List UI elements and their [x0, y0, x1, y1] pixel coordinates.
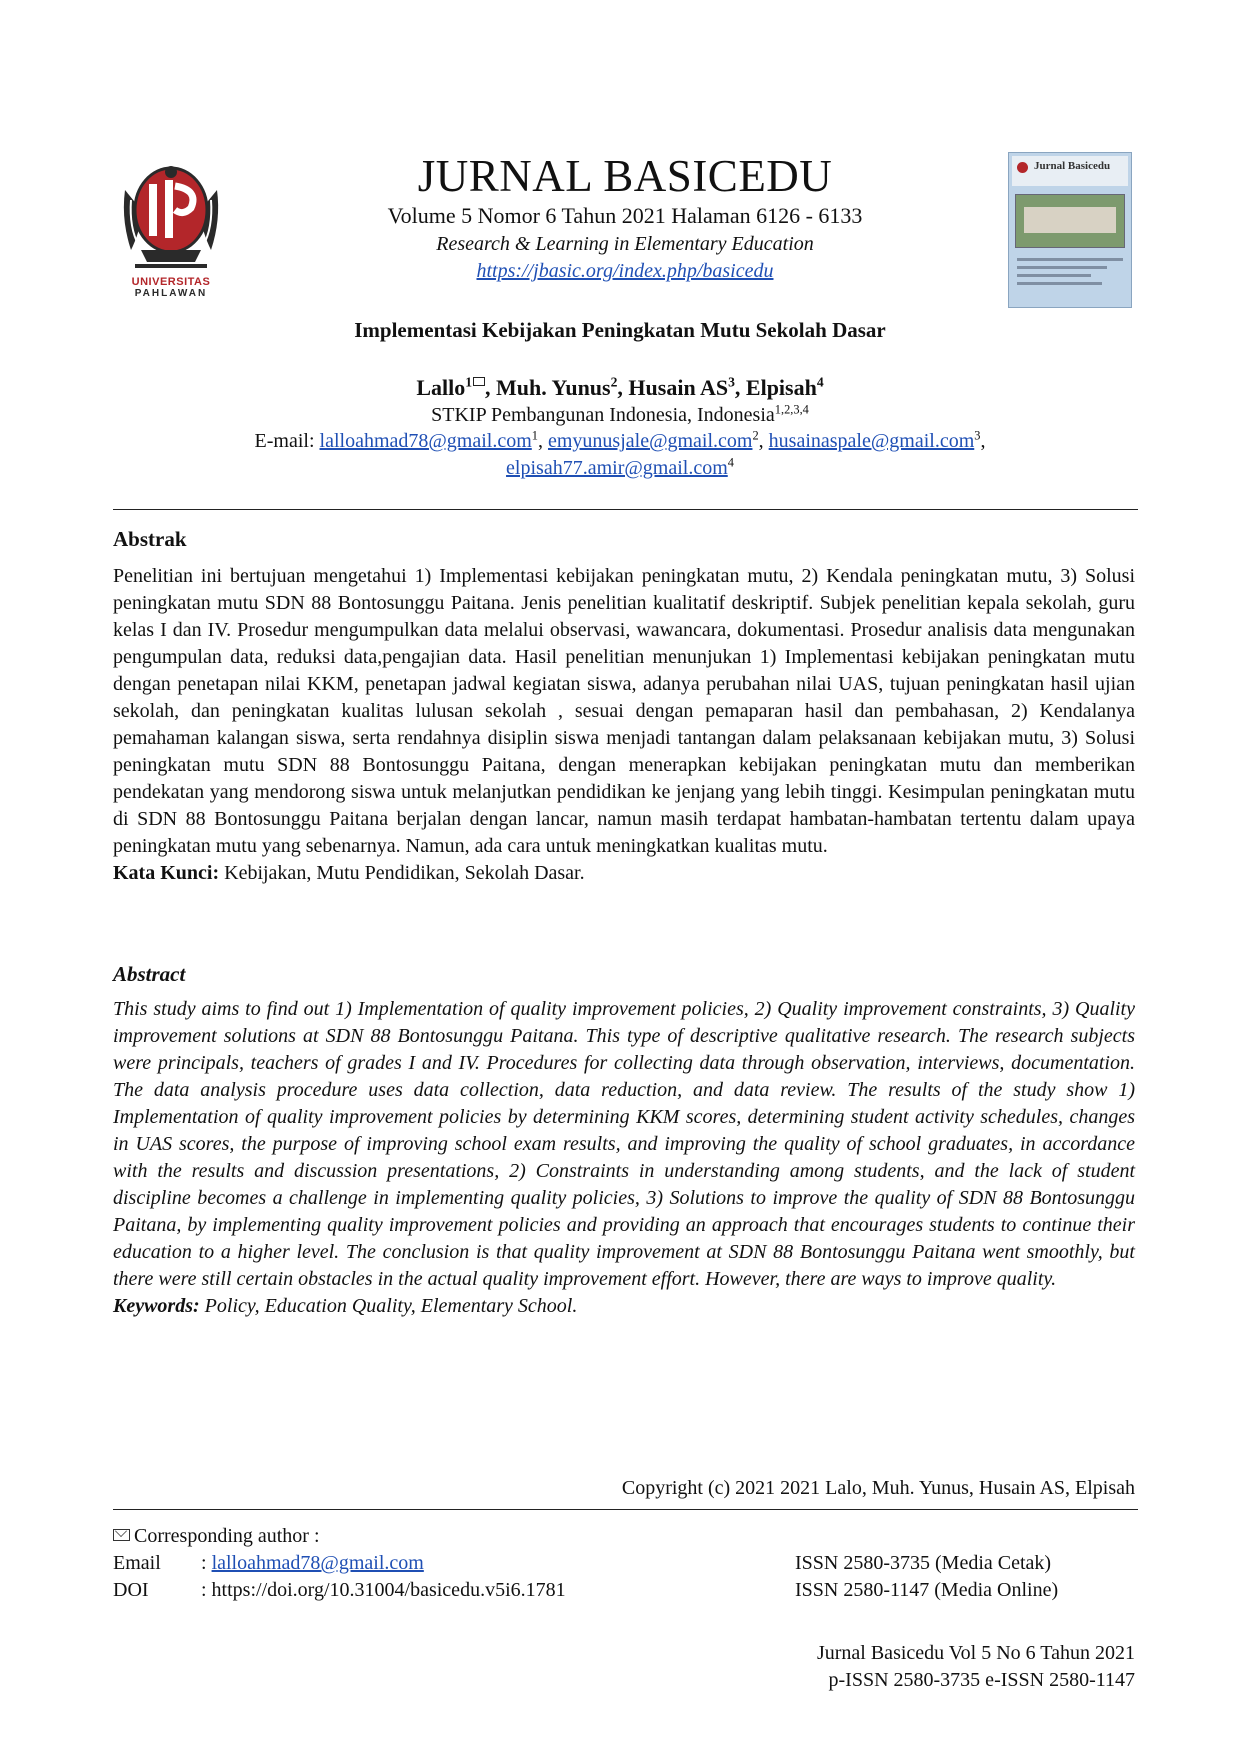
divider	[113, 509, 1138, 510]
journal-header	[330, 150, 920, 284]
keywords-text: Kebijakan, Mutu Pendidikan, Sekolah Dasar.	[224, 862, 585, 884]
issn-online: ISSN 2580-1147 (Media Online)	[795, 1579, 1059, 1601]
abstrak-keywords	[113, 860, 1135, 887]
issn-footer-line: p-ISSN 2580-3735 e-ISSN 2580-1147	[828, 1669, 1135, 1691]
issn-block	[795, 1550, 1058, 1604]
copyright-line: Copyright (c) 2021 2021 Lalo, Muh. Yunus, Husain AS, Elpisah	[621, 1477, 1135, 1499]
journal-cover-image	[1008, 152, 1132, 308]
journal-url-link[interactable]: https://jbasic.org/index.php/basicedu	[476, 260, 774, 282]
email-list: E-mail: lalloahmad78@gmail.com$^1$, emyunusjale@gmail.com$^2$, husainaspale@gmail.com$^3$, elpisah77.amir@gmail.com$^4$	[254, 428, 986, 479]
author-sup: 3	[728, 374, 735, 390]
corresponding-label: Corresponding author :	[134, 1525, 320, 1547]
email-sup: 3	[974, 428, 981, 443]
author-sup: 4	[816, 374, 824, 390]
running-footer	[817, 1640, 1135, 1694]
author-list: Lallo$^1$ , Muh. Yunus$^2$, Husain $AS^3$, Elpisah$^4$	[416, 374, 824, 400]
university-logo	[117, 150, 225, 300]
email-link[interactable]: husainaspale@gmail.com	[768, 430, 975, 452]
abstrak-body: Penelitian ini bertujuan mengetahui 1) Implementasi kebijakan peningkatan mutu, 2) Kendala peningkatan mutu, 3) Solusi peningkatan mutu SDN 88 Bontosunggu Paitana. Jenis penelitian kualitatif deskriptif. Subjek penelitian kepala sekolah, guru kelas I dan IV. Prosedur mengumpulkan data melalui observasi, wawancara, dokumentasi. Prosedur analisis data mengunakan pengumpulan data, reduksi data,pengajian data. Hasil penelitian menunjukan 1) Implementasi kebijakan peningkatan mutu dengan penetapan nilai KKM, penetapan jadwal kegiatan siswa, adanya perubahan nilai UAS, tujuan peningkatan hasil ujian sekolah, dan peningkatan kualitas lulusan sekolah , sesuai dengan pemaparan hasil dan pembahasan, 2) Kendalanya pemahaman kalangan siswa, serta rendahnya disiplin siswa menjadi tantangan dalam pelaksanaan kebijakan mutu, 3) Solusi peningkatan mutu SDN 88 Bontosunggu Paitana, dengan menerapkan kebijakan peningkatan mutu dan memberikan pendekatan yang mendorong siswa untuk melanjutkan pendidikan ke jenjang yang lebih tinggi. Kesimpulan peningkatan mutu di SDN 88 Bontosunggu Paitana berjalan dengan lancar, namun masih terdapat hambatan-hambatan tertentu dalam upaya peningkatan mutu yang sebenarnya. Namun, ada cara untuk meningkatkan kualitas mutu.	[113, 565, 1135, 857]
cover-title: Jurnal Basicedu	[1034, 160, 1111, 172]
journal-subtitle: Research & Learning in Elementary Education	[436, 233, 814, 255]
envelope-icon	[473, 377, 485, 386]
email-link[interactable]: emyunusjale@gmail.com	[547, 430, 753, 452]
keywords-text: Policy, Education Quality, Elementary School.	[204, 1295, 578, 1317]
envelope-icon	[113, 1529, 130, 1541]
logo-text-line1: UNIVERSITAS	[131, 276, 211, 288]
author-name: Elpisah	[745, 375, 817, 400]
author-name: Husain AS	[628, 375, 729, 400]
abstract-body: This study aims to find out 1) Implementation of quality improvement policies, 2) Quality improvement constraints, 3) Quality improvement solutions at SDN 88 Bontosunggu Paitana. This type of descriptive qualitative research. The research subjects were principals, teachers of grades I and IV. Procedures for collecting data through observation, interviews, documentation. The data analysis procedure uses data collection, data reduction, and data review. The results of the study show 1) Implementation of quality improvement policies by determining KKM scores, determining student activity schedules, changes in UAS scores, the purpose of improving school exam results, and improving the quality of school graduates, in accordance with the results and discussion presentations, 2) Constraints in understanding among students, and the lack of student discipline becomes a challenge in implementing quality policies, 3) Solutions to improve the quality of SDN 88 Bontosunggu Paitana, by implementing quality improvement policies and providing an approach that encourages students to continue their education to a higher level. The conclusion is that quality improvement at SDN 88 Bontosunggu Paitana went smoothly, but there were still certain obstacles in the actual quality improvement effort. However, there are ways to improve quality.	[113, 998, 1135, 1290]
abstract-heading: Abstract	[113, 962, 186, 986]
affiliation	[0, 402, 1240, 428]
journal-footer-line: Jurnal Basicedu Vol 5 No 6 Tahun 2021	[816, 1642, 1135, 1664]
email-sup: 1	[531, 428, 538, 443]
affiliation-sup: 1,2,3,4	[774, 402, 809, 417]
corresponding-author-block: Corresponding author : Email : lalloahmad78@gmail.com DOI : https://doi.org/10.31004/basicedu.v5i6.1781	[113, 1523, 566, 1604]
logo-text-line2: PAHLAWAN	[134, 288, 208, 299]
issn-print: ISSN 2580-3735 (Media Cetak)	[795, 1552, 1052, 1574]
email-sup: 2	[752, 428, 759, 443]
email-link[interactable]: lalloahmad78@gmail.com	[319, 430, 532, 452]
affiliation-text: STKIP Pembangunan Indonesia, Indonesia	[431, 404, 775, 426]
paper-title: Implementasi Kebijakan Peningkatan Mutu Sekolah Dasar	[354, 318, 886, 342]
doi-label: DOI	[113, 1579, 149, 1601]
author-name: Lallo	[416, 375, 466, 400]
abstrak-heading: Abstrak	[113, 527, 187, 551]
author-sup: 1	[465, 374, 473, 390]
journal-title: JURNAL BASICEDU	[417, 151, 833, 201]
email-sup: 4	[727, 455, 734, 470]
divider	[113, 1509, 1138, 1510]
author-sup: 2	[610, 374, 618, 390]
abstract-keywords	[113, 1293, 1135, 1320]
email-link[interactable]: elpisah77.amir@gmail.com	[506, 457, 728, 479]
keywords-label: Kata Kunci:	[113, 862, 220, 884]
author-name: Muh. Yunus	[496, 375, 611, 400]
abstrak-section	[113, 563, 1135, 887]
doi-value: : https://doi.org/10.31004/basicedu.v5i6.1781	[201, 1579, 566, 1601]
email-label: E-mail:	[254, 430, 315, 452]
volume-line: Volume 5 Nomor 6 Tahun 2021 Halaman 6126 - 6133	[387, 203, 863, 228]
abstract-section	[113, 996, 1135, 1320]
email-label: Email	[113, 1552, 161, 1574]
keywords-label: Keywords:	[113, 1295, 200, 1317]
corresponding-email-link[interactable]: lalloahmad78@gmail.com	[211, 1552, 424, 1574]
